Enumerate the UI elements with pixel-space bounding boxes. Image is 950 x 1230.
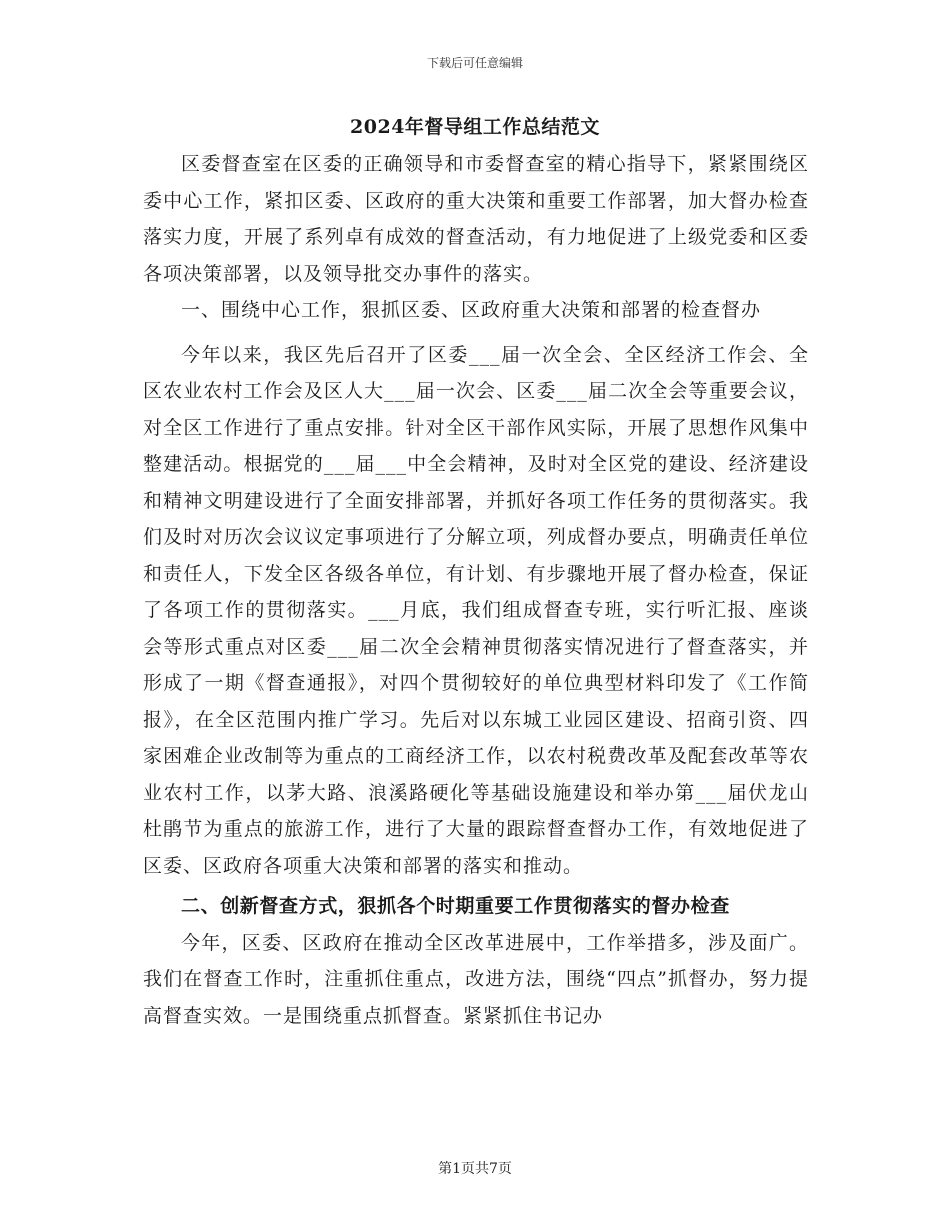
section-heading-1: 一、围绕中心工作，狠抓区委、区政府重大决策和部署的检查督办 [181,299,762,321]
section-heading-2: 二、创新督查方式，狠抓各个时期重要工作贯彻落实的督办检查 [181,895,730,917]
document-body [143,146,809,1034]
paragraph-intro: 区委督查室在区委的正确领导和市委督查室的精心指导下，紧紧围绕区委中心工作，紧扣区委、区政府的重大决策和重要工作部署，加大督办检查落实力度，开展了系列卓有成效的督查活动，有力地促进了上级党委和区委各项决策部署，以及领导批交办事件的落实。 [143,153,809,285]
document-title: 2024年督导组工作总结范文 [350,116,600,138]
paragraph-section-1: 今年以来，我区先后召开了区委___届一次全会、全区经济工作会、全区农业农村工作会及区人大___届一次会、区委___届二次全会等重要会议，对全区工作进行了重点安排。针对全区干部作风实际，开展了思想作风集中整建活动。根据党的___届___中全会精神，及时对全区党的建设、经济建设和精神文明建设进行了全面安排部署，并抓好各项工作任务的贯彻落实。我们及时对历次会议议定事项进行了分解立项，列成督办要点，明确责任单位和责任人，下发全区各级各单位，有计划、有步骤地开展了督办检查，保证了各项工作的贯彻落实。___月底，我们组成督查专班，实行听汇报、座谈会等形式重点对区委___届二次全会精神贯彻落实情况进行了督查落实，并形成了一期《督查通报》，对四个贯彻较好的单位典型材料印发了《工作简报》，在全区范围内推广学习。先后对以东城工业园区建设、招商引资、四家困难企业改制等为重点的工商经济工作，以农村税费改革及配套改革等农业农村工作，以茅大路、浪溪路硬化等基础设施建设和举办第___届伏龙山杜鹃节为重点的旅游工作，进行了大量的跟踪督查督办工作，有效地促进了区委、区政府各项重大决策和部署的落实和推动。 [143,343,809,877]
paragraph-section-2: 今年，区委、区政府在推动全区改革进展中，工作举措多，涉及面广。我们在督查工作时，注重抓住重点，改进方法，围绕“四点”抓督办，努力提高督查实效。一是围绕重点抓督查。紧紧抓住书记办 [143,931,809,1027]
page-number: 第1页共7页 [438,1161,512,1177]
header-note: 下载后可任意编辑 [426,56,523,70]
